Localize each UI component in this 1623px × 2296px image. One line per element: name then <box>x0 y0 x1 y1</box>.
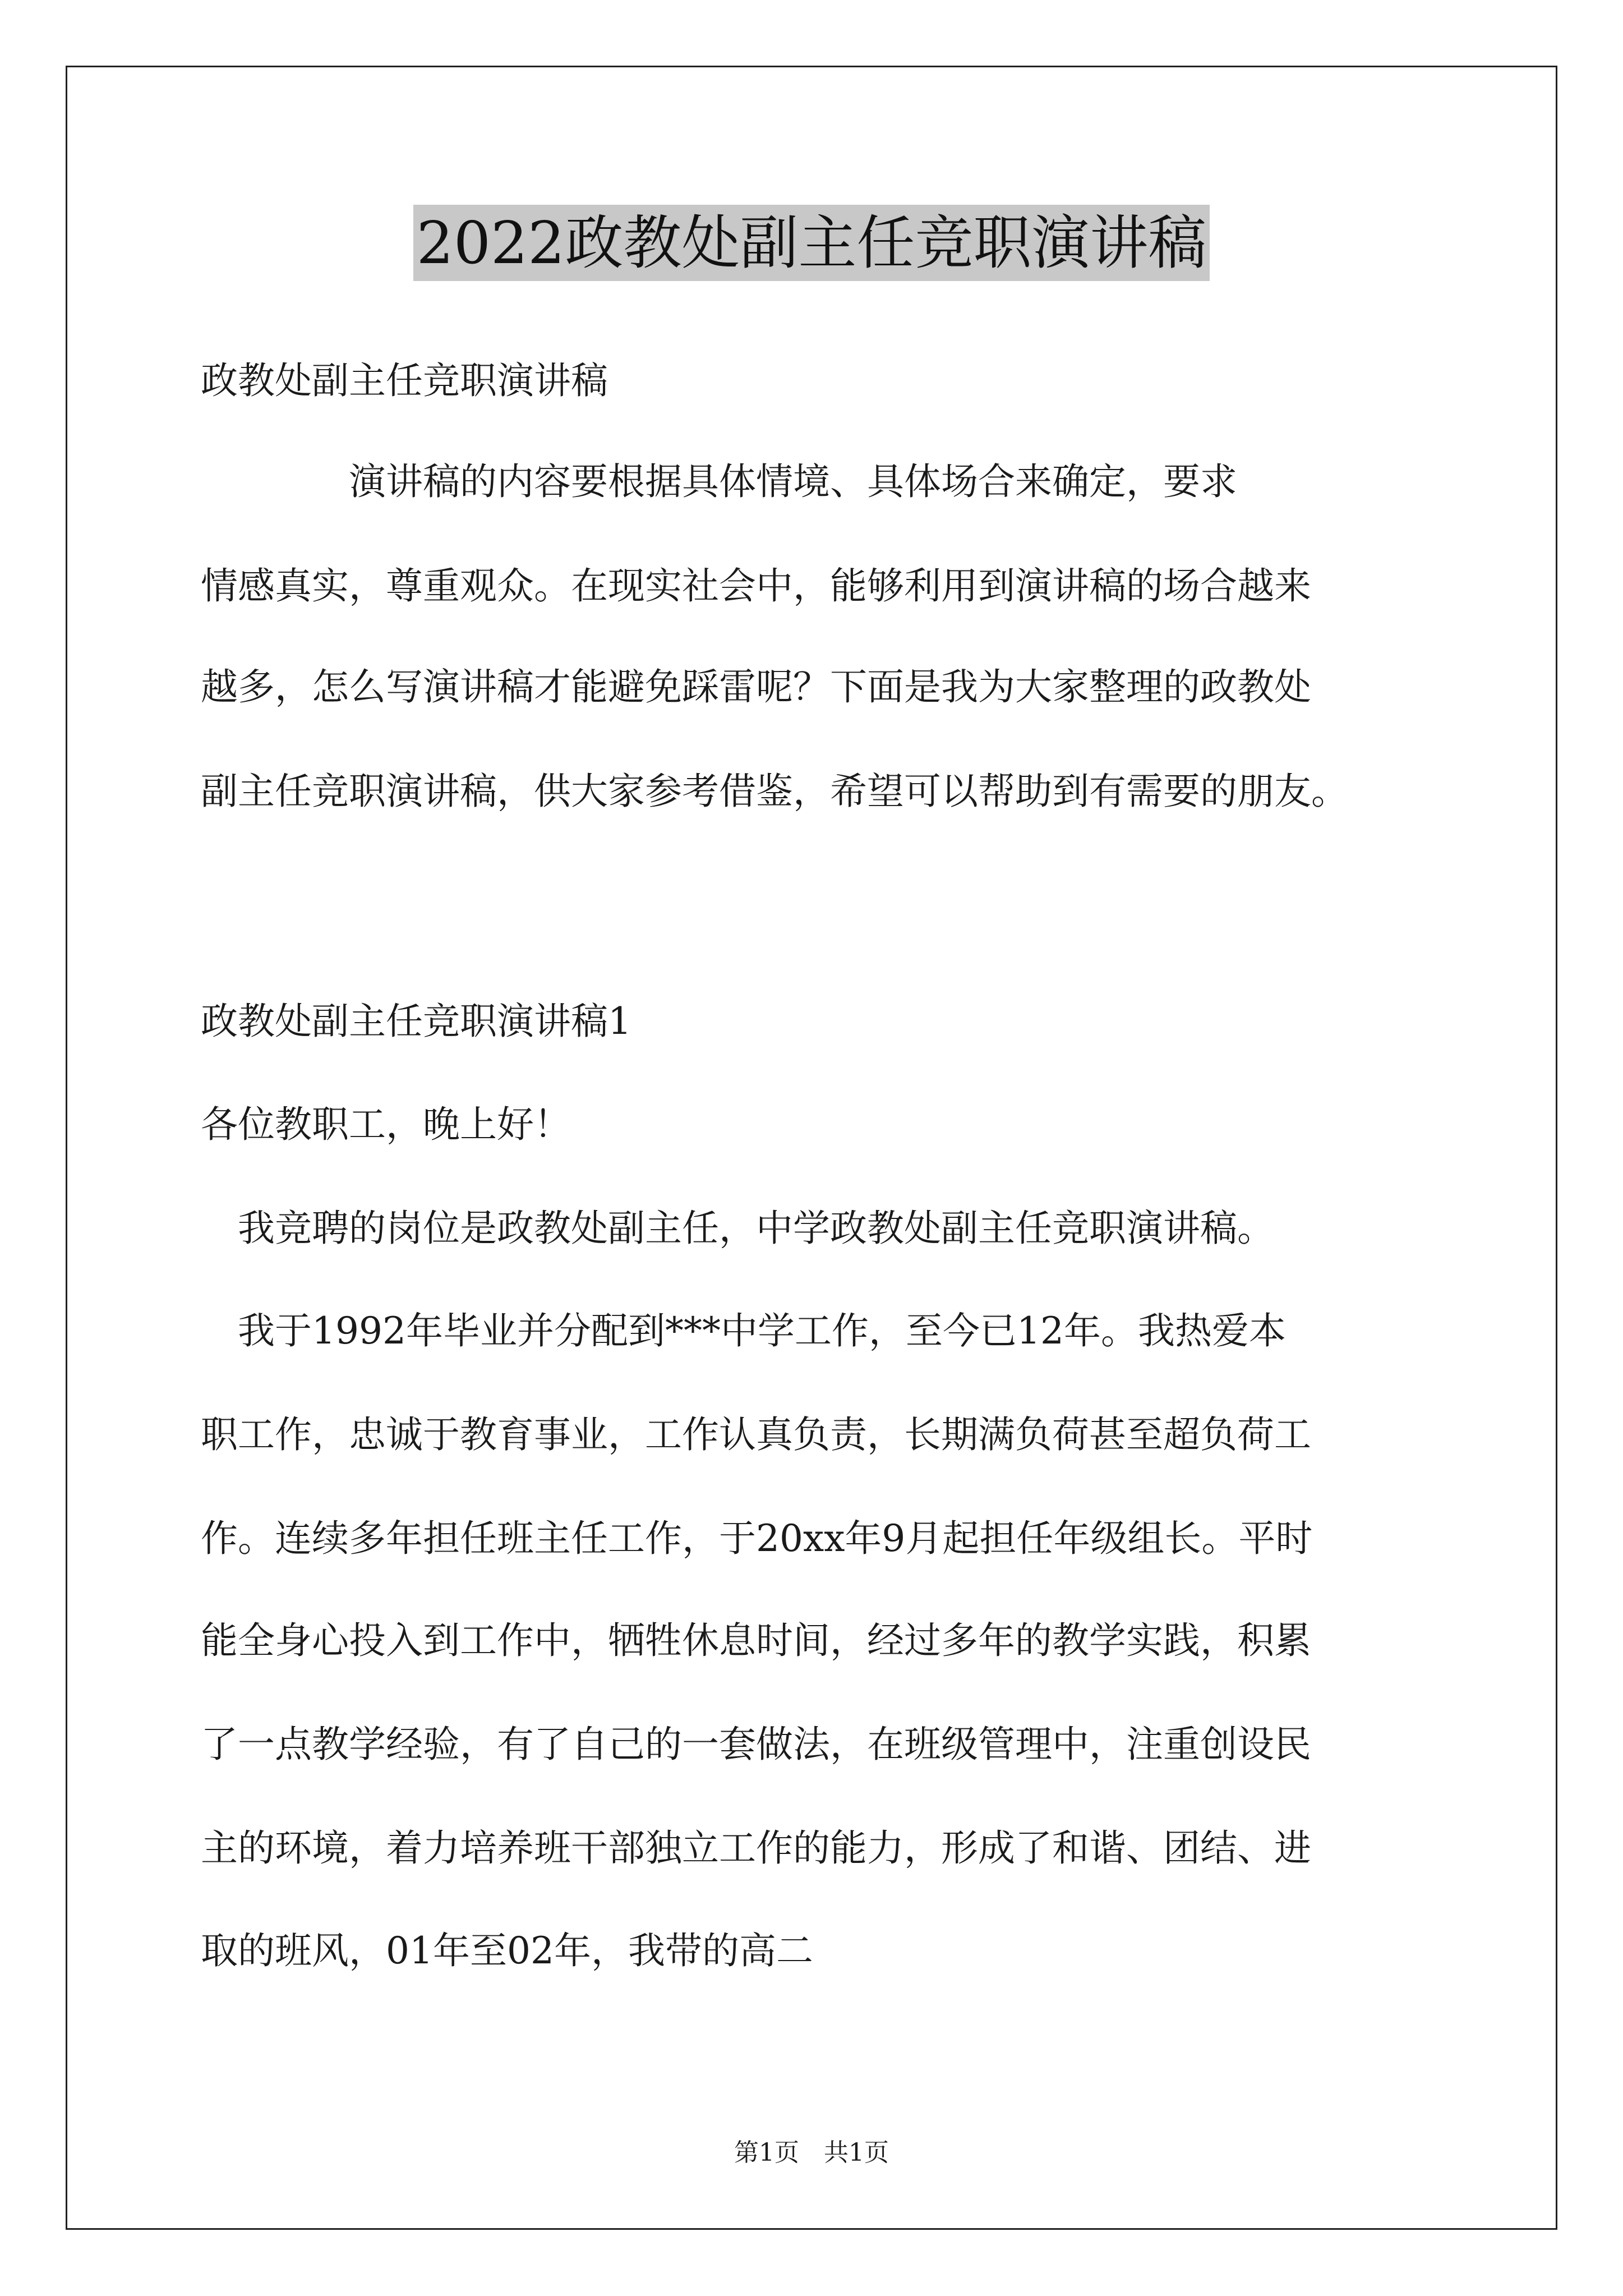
section-heading: 政教处副主任竞职演讲稿1 <box>201 1000 631 1043</box>
document-title: 2022政教处副主任竞职演讲稿 <box>413 205 1210 281</box>
body-line: 了一点教学经验，有了自己的一套做法，在班级管理中，注重创设民 <box>201 1723 1311 1766</box>
greeting-line: 各位教职工，晚上好！ <box>201 1103 571 1146</box>
intro-line: 演讲稿的内容要根据具体情境、具体场合来确定，要求 <box>201 460 1237 503</box>
intro-line: 情感真实，尊重观众。在现实社会中，能够利用到演讲稿的场合越来 <box>201 564 1311 608</box>
intro-line: 副主任竞职演讲稿，供大家参考借鉴，希望可以帮助到有需要的朋友。 <box>201 770 1348 813</box>
body-line: 我竞聘的岗位是政教处副主任，中学政教处副主任竞职演讲稿。 <box>201 1207 1274 1250</box>
subtitle-line: 政教处副主任竞职演讲稿 <box>201 359 608 402</box>
body-line: 职工作，忠诚于教育事业，工作认真负责，长期满负荷甚至超负荷工 <box>201 1413 1311 1456</box>
title-container <box>0 205 1623 281</box>
body-line: 能全身心投入到工作中，牺牲休息时间，经过多年的教学实践，积累 <box>201 1619 1311 1662</box>
intro-line: 越多，怎么写演讲稿才能避免踩雷呢？下面是我为大家整理的政教处 <box>201 665 1311 708</box>
body-line: 我于1992年毕业并分配到***中学工作，至今已12年。我热爱本 <box>201 1309 1286 1352</box>
body-line: 主的环境，着力培养班干部独立工作的能力，形成了和谐、团结、进 <box>201 1826 1311 1870</box>
body-line: 取的班风，01年至02年，我带的高二 <box>201 1929 813 1972</box>
body-line: 作。连续多年担任班主任工作，于20xx年9月起担任年级组长。平时 <box>201 1517 1313 1560</box>
page-footer: 第1页 共1页 <box>734 2138 889 2167</box>
